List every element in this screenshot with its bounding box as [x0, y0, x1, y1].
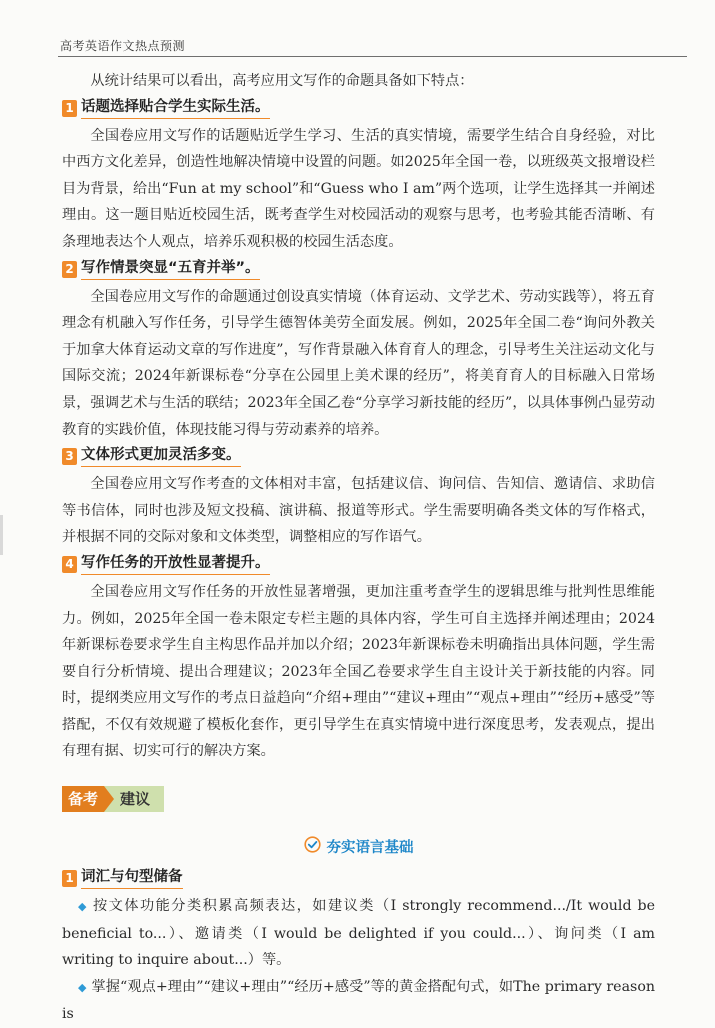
header-divider [58, 56, 687, 57]
section-title: 话题选择贴合学生实际生活。 [81, 98, 270, 119]
section-number: 1 [62, 870, 77, 887]
diamond-bullet-icon: ◆ [78, 980, 87, 994]
section-heading-1 [62, 96, 655, 121]
section-number: 1 [62, 100, 77, 117]
section-body: 全国卷应用文写作任务的开放性显著增强，更加注重考查学生的逻辑思维与批判性思维能力。例如，2025年全国一卷未限定专栏主题的具体内容，学生可自主选择并阐述理由；2024年新课标卷要求学生自主构思作品并加以介绍；2023年新课标卷未明确指出具体问题，学生需要自行分析情境、提出合理建议；2023年全国乙卷要求学生自主设计关于新技能的内容。同时，提纲类应用文写作的考点日益趋向“介绍+理由”“建议+理由”“观点+理由”“经历+感受”等搭配，不仅有效规避了模板化套作，更引导学生在真实情境中进行深度思考，发表观点，提出有理有据、切实可行的解决方案。 [62, 583, 655, 760]
section-heading-vocab [62, 866, 655, 891]
bullet-item [62, 893, 655, 974]
section-body: 全国卷应用文写作考查的文体相对丰富，包括建议信、询问信、告知信、邀请信、求助信等书信体，同时也涉及短文投稿、演讲稿、报道等形式。学生需要明确各类文体的写作格式，并根据不同的交际对象和文体类型，调整相应的写作语气。 [62, 476, 655, 546]
diamond-bullet-icon: ◆ [78, 900, 88, 914]
section-title: 写作情景突显“五育并举”。 [81, 259, 260, 280]
badge-label-left: 备考 [62, 786, 104, 812]
intro-paragraph: 从统计结果可以看出，高考应用文写作的命题具备如下特点： [90, 73, 474, 89]
subheading-title: 夯实语言基础 [326, 839, 414, 856]
section-number: 4 [62, 556, 77, 573]
section-heading-3 [62, 444, 655, 469]
section-heading-4 [62, 552, 655, 577]
bullet-text: 掌握“观点+理由”“建议+理由”“经历+感受”等的黄金搭配句式，如The primary reason is [62, 978, 655, 1023]
section-body: 全国卷应用文写作的命题通过创设真实情境（体育运动、文学艺术、劳动实践等），将五育理念有机融入写作任务，引导学生德智体美劳全面发展。例如，2025年全国二卷“询问外教关于加拿大体育运动文章的写作进度”，写作背景融入体育育人的理念，引导考生关注运动文化与国际交流；2024年新课标卷“分享在公园里上美术课的经历”，将美育育人的目标融入日常场景，强调艺术与生活的联结；2023年全国乙卷“分享学习新技能的经历”，以具体事例凸显劳动教育的实践价值，体现技能习得与劳动素养的培养。 [62, 288, 655, 438]
bullet-item [62, 974, 655, 1028]
subheading [62, 834, 655, 858]
section-title: 词汇与句型储备 [81, 868, 183, 889]
section-title: 文体形式更加灵活多变。 [81, 446, 241, 467]
section-number: 3 [62, 448, 77, 465]
running-header: 高考英语作文热点预测 [60, 39, 186, 53]
section-title: 写作任务的开放性显著提升。 [81, 554, 270, 575]
section-heading-2 [62, 257, 655, 282]
check-circle-icon [304, 836, 321, 857]
page-edge-mark [0, 515, 3, 555]
main-content [62, 68, 655, 1028]
bullet-text: 按文体功能分类积累高频表达，如建议类（I strongly recommend.../It would be beneficial to...）、邀请类（I would be delighted if you could...）、询问类（I am writing to inquire about...）等。 [62, 898, 655, 969]
prep-advice-badge [62, 785, 655, 813]
section-body: 全国卷应用文写作的话题贴近学生学习、生活的真实情境，需要学生结合自身经验，对比中西方文化差异，创造性地解决情境中设置的问题。如2025年全国一卷，以班级英文报增设栏目为背景，给出“Fun at my school”和“Guess who I am”两个选项，让学生选择其一并阐述理由。这一题目贴近校园生活，既考查学生对校园活动的观察与思考，也考验其能否清晰、有条理地表达个人观点，培养乐观积极的校园生活态度。 [62, 127, 655, 250]
section-number: 2 [62, 261, 77, 278]
badge-label-right: 建议 [104, 786, 164, 812]
